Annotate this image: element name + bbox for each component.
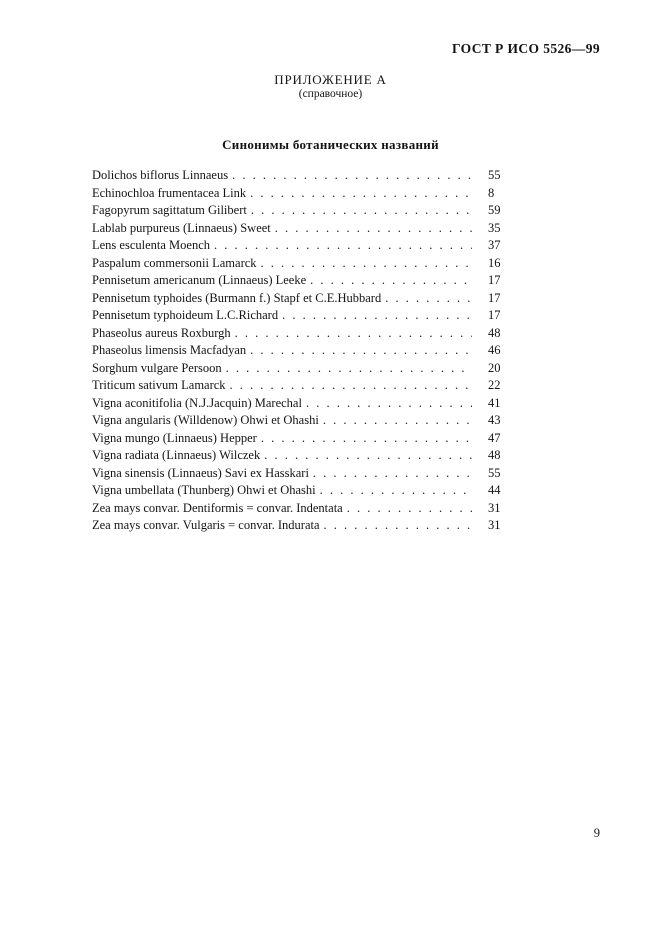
index-row	[92, 343, 514, 361]
botanical-name: Vigna aconitifolia (N.J.Jacquin) Marechal	[92, 395, 302, 410]
botanical-name: Lablab purpureus (Linnaeus) Sweet	[92, 220, 271, 235]
botanical-synonyms-index	[92, 168, 514, 536]
botanical-name: Fagopyrum sagittatum Gilibert	[92, 203, 247, 217]
entry-page-number: 46	[488, 343, 501, 357]
page-number: 9	[593, 826, 600, 840]
dot-leader	[230, 168, 472, 183]
dot-leader	[321, 413, 472, 428]
index-row	[92, 186, 514, 204]
dot-leader	[233, 326, 472, 341]
index-row	[92, 431, 514, 449]
botanical-name: Lens esculenta Moench	[92, 238, 211, 252]
dot-leader	[224, 361, 472, 376]
entry-page-number: 47	[488, 430, 501, 445]
entry-page-number: 17	[488, 290, 501, 305]
index-row	[92, 413, 514, 431]
index-row	[92, 238, 514, 256]
index-row	[92, 378, 514, 396]
section-title: Синонимы ботанических названий	[222, 137, 439, 152]
dot-leader	[383, 291, 472, 306]
dot-leader	[259, 431, 472, 446]
entry-page-number: 35	[488, 220, 501, 235]
entry-page-number: 48	[488, 448, 501, 462]
entry-page-number: 31	[488, 518, 501, 532]
botanical-name: Phaseolus aureus Roxburgh	[92, 325, 231, 340]
dot-leader	[318, 483, 472, 498]
dot-leader	[345, 501, 472, 516]
index-row	[92, 361, 514, 379]
index-row	[92, 203, 514, 221]
index-row	[92, 291, 514, 309]
botanical-name: Zea mays convar. Dentiformis = convar. Indentata	[92, 500, 343, 515]
entry-page-number: 55	[488, 168, 501, 182]
entry-page-number: 31	[488, 500, 501, 515]
botanical-name: Vigna umbellata (Thunberg) Ohwi et Ohashi	[92, 483, 316, 497]
index-row	[92, 168, 514, 186]
entry-page-number: 59	[488, 203, 501, 217]
index-row	[92, 396, 514, 414]
botanical-name: Dolichos biflorus Linnaeus	[92, 168, 229, 182]
botanical-name: Vigna angularis (Willdenow) Ohwi et Ohashi	[92, 413, 319, 427]
botanical-name: Vigna radiata (Linnaeus) Wilczek	[92, 448, 261, 462]
entry-page-number: 20	[488, 360, 501, 375]
botanical-name: Paspalum commersonii Lamarck	[92, 255, 257, 270]
index-row	[92, 221, 514, 239]
index-row	[92, 466, 514, 484]
standard-designation: ГОСТ Р ИСО 5526—99	[452, 41, 600, 56]
botanical-name: Pennisetum americanum (Linnaeus) Leeke	[92, 273, 307, 287]
botanical-name: Triticum sativum Lamarck	[92, 378, 226, 392]
entry-page-number: 17	[488, 308, 501, 322]
botanical-name: Zea mays convar. Vulgaris = convar. Indurata	[92, 518, 320, 532]
entry-page-number: 16	[488, 255, 501, 270]
dot-leader	[248, 343, 472, 358]
entry-page-number: 44	[488, 483, 501, 497]
entry-page-number: 43	[488, 413, 501, 427]
entry-page-number: 8	[488, 185, 495, 200]
botanical-name: Phaseolus limensis Macfadyan	[92, 343, 247, 357]
index-row	[92, 501, 514, 519]
appendix-subtitle: (справочное)	[298, 88, 363, 100]
dot-leader	[212, 238, 472, 253]
botanical-name: Vigna mungo (Linnaeus) Hepper	[92, 430, 257, 445]
botanical-name: Sorghum vulgare Persoon	[92, 360, 222, 375]
dot-leader	[304, 396, 472, 411]
botanical-name: Vigna sinensis (Linnaeus) Savi ex Hasskari	[92, 465, 309, 480]
dot-leader	[322, 518, 472, 533]
entry-page-number: 22	[488, 378, 501, 392]
index-row	[92, 518, 514, 536]
dot-leader	[262, 448, 472, 463]
index-row	[92, 308, 514, 326]
index-row	[92, 273, 514, 291]
dot-leader	[273, 221, 472, 236]
entry-page-number: 48	[488, 325, 501, 340]
appendix-heading	[0, 73, 661, 101]
dot-leader	[308, 273, 472, 288]
entry-page-number: 17	[488, 273, 501, 287]
botanical-name: Echinochloa frumentacea Link	[92, 185, 247, 200]
dot-leader	[228, 378, 472, 393]
dot-leader	[249, 203, 472, 218]
botanical-name: Pennisetum typhoides (Burmann f.) Stapf et C.E.Hubbard	[92, 290, 382, 305]
index-row	[92, 483, 514, 501]
index-row	[92, 256, 514, 274]
index-row	[92, 448, 514, 466]
dot-leader	[259, 256, 472, 271]
dot-leader	[248, 186, 472, 201]
dot-leader	[311, 466, 472, 481]
entry-page-number: 41	[488, 395, 501, 410]
entry-page-number: 55	[488, 465, 501, 480]
appendix-title: ПРИЛОЖЕНИЕ А	[274, 72, 387, 87]
entry-page-number: 37	[488, 238, 501, 252]
index-row	[92, 326, 514, 344]
dot-leader	[280, 308, 472, 323]
botanical-name: Pennisetum typhoideum L.C.Richard	[92, 308, 279, 322]
